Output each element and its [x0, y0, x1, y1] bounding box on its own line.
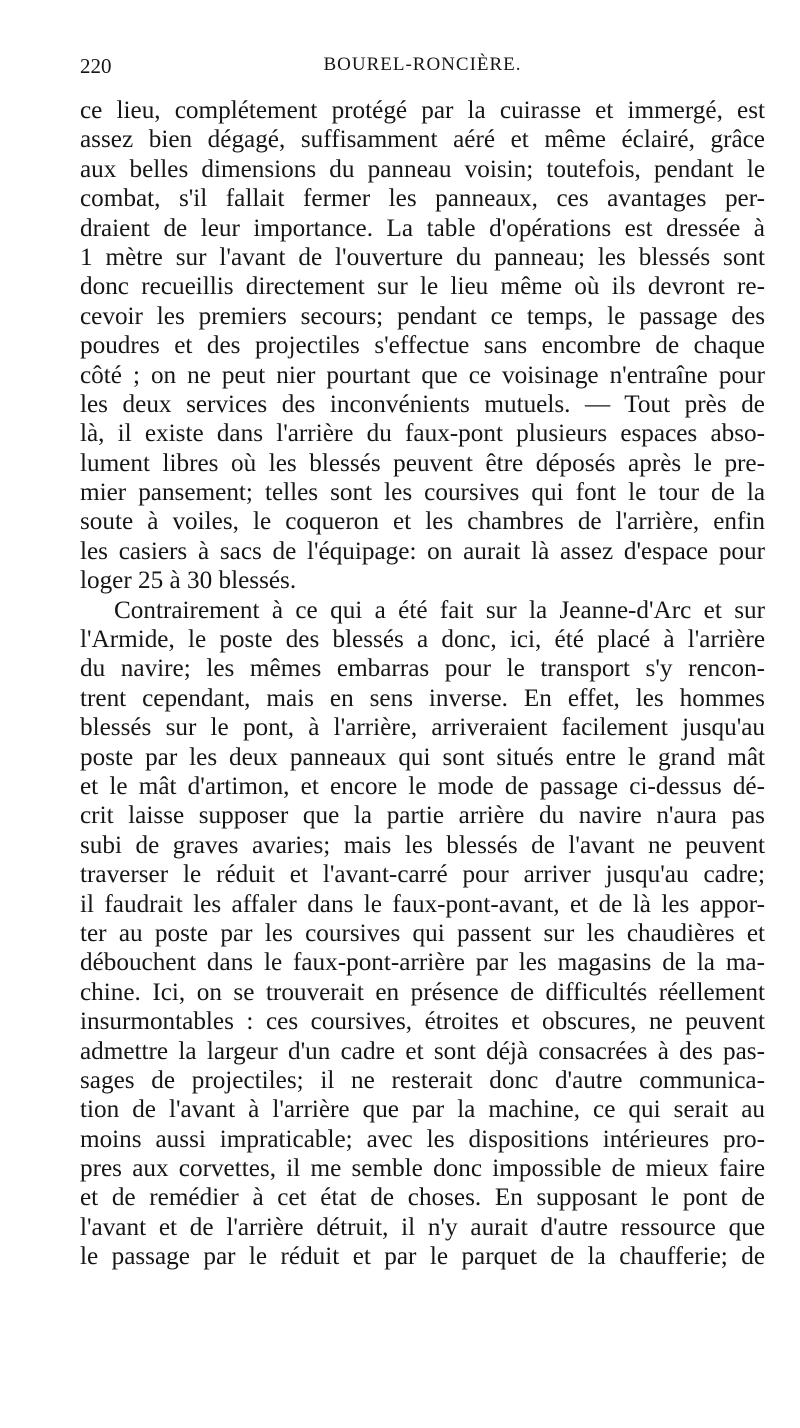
text-line: le passage par le réduit et par le parquet de la chaufferie; de	[80, 1243, 765, 1271]
text-line: ce lieu, complétement protégé par la cuirasse et immergé, est	[80, 97, 765, 124]
text-line: côté ; on ne peut nier pourtant que ce voisinage n'entraîne pour	[80, 361, 765, 389]
body-text	[80, 96, 765, 1272]
text-line: il faudrait les affaler dans le faux-pont-avant, et de là les appor-	[80, 890, 765, 918]
page-header	[80, 54, 765, 90]
text-line: loger 25 à 30 blessés.	[80, 567, 297, 595]
text-line: poudres et des projectiles s'effectue sans encombre de chaque	[80, 332, 765, 360]
text-line: là, il existe dans l'arrière du faux-pont plusieurs espaces abso-	[80, 420, 765, 448]
text-line: insurmontables : ces coursives, étroites et obscures, ne peuvent	[80, 1008, 765, 1036]
text-line: ter au poste par les coursives qui passent sur les chaudières et	[80, 919, 765, 947]
text-line: poste par les deux panneaux qui sont situés entre le grand mât	[80, 743, 765, 771]
text-line: assez bien dégagé, suffisamment aéré et même éclairé, grâce	[80, 126, 765, 154]
text-line: traverser le réduit et l'avant-carré pour arriver jusqu'au cadre;	[80, 861, 765, 889]
text-line: et le mât d'artimon, et encore le mode de passage ci-dessus dé-	[80, 772, 765, 800]
text-line: les deux services des inconvénients mutuels. — Tout près de	[80, 390, 765, 418]
text-line: l'avant et de l'arrière détruit, il n'y aurait d'autre ressource que	[80, 1213, 765, 1241]
text-line: combat, s'il fallait fermer les panneaux, ces avantages per-	[80, 185, 765, 213]
text-line: donc recueillis directement sur le lieu même où ils devront re-	[80, 273, 765, 301]
text-line: débouchent dans le faux-pont-arrière par les magasins de la ma-	[80, 949, 765, 977]
text-line: crit laisse supposer que la partie arrière du navire n'aura pas	[80, 802, 765, 830]
text-line: admettre la largeur d'un cadre et sont déjà consacrées à des pas-	[80, 1037, 765, 1065]
text-line: mier pansement; telles sont les coursives qui font le tour de la	[80, 479, 765, 507]
text-line: trent cependant, mais en sens inverse. En effet, les hommes	[80, 684, 765, 712]
text-line: soute à voiles, le coqueron et les chambres de l'arrière, enfin	[80, 508, 765, 536]
page-number: 220	[80, 54, 112, 78]
text-line: Contrairement à ce qui a été fait sur la Jeanne-d'Arc et sur	[114, 596, 765, 624]
text-line: draient de leur importance. La table d'opérations est dressée à	[80, 214, 765, 242]
text-line: l'Armide, le poste des blessés a donc, ici, été placé à l'arrière	[80, 626, 765, 654]
text-line: chine. Ici, on se trouverait en présence de difficultés réellement	[80, 978, 765, 1006]
text-line: et de remédier à cet état de choses. En supposant le pont de	[80, 1184, 765, 1212]
text-line: cevoir les premiers secours; pendant ce temps, le passage des	[80, 302, 765, 330]
text-line: lument libres où les blessés peuvent être déposés après le pre-	[80, 449, 765, 477]
text-line: blessés sur le pont, à l'arrière, arriveraient facilement jusqu'au	[80, 714, 765, 742]
text-line: tion de l'avant à l'arrière que par la machine, ce qui serait au	[80, 1096, 765, 1124]
running-head: BOUREL-RONCIÈRE.	[323, 54, 522, 75]
text-line: moins aussi impraticable; avec les dispositions intérieures pro-	[80, 1125, 765, 1153]
text-line: sages de projectiles; il ne resterait donc d'autre communica-	[80, 1066, 765, 1094]
text-line: du navire; les mêmes embarras pour le transport s'y rencon-	[80, 655, 765, 683]
text-line: aux belles dimensions du panneau voisin; toutefois, pendant le	[80, 155, 765, 183]
text-line: les casiers à sacs de l'équipage: on aurait là assez d'espace pour	[80, 537, 765, 565]
text-line: 1 mètre sur l'avant de l'ouverture du panneau; les blessés sont	[80, 243, 765, 271]
text-line: subi de graves avaries; mais les blessés de l'avant ne peuvent	[80, 831, 765, 859]
text-line: pres aux corvettes, il me semble donc impossible de mieux faire	[80, 1155, 765, 1183]
